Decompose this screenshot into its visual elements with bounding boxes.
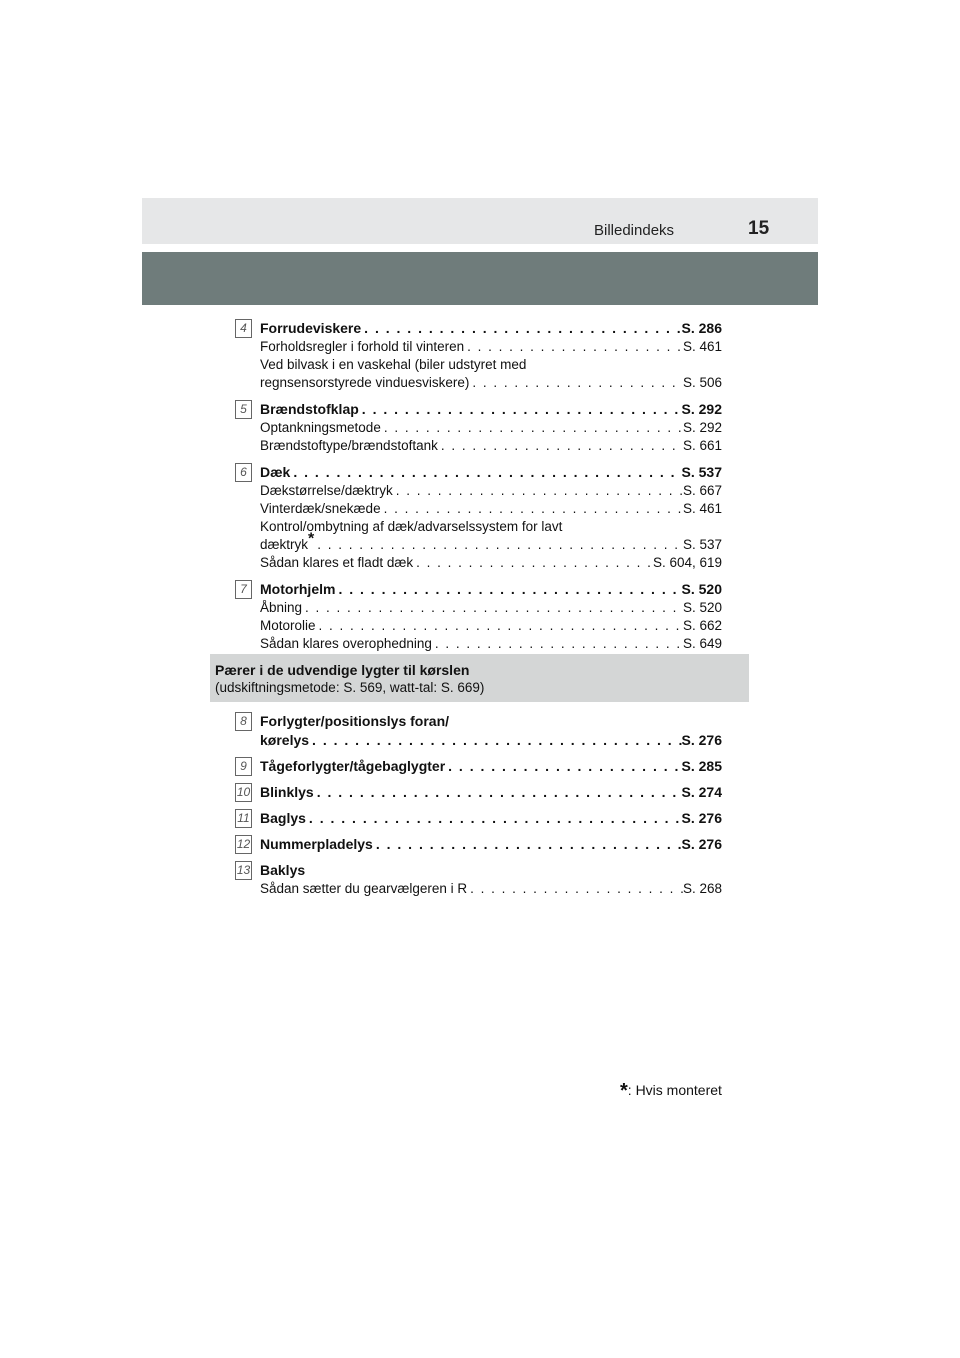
info-box — [210, 654, 749, 702]
index-entry-license-plate-lights — [210, 835, 750, 854]
sub-line[interactable]: Vinterdæk/snekæde . . . S. 461 — [260, 500, 722, 518]
main-line-text: Baklys — [260, 862, 306, 878]
page-ref: S. 649 — [682, 636, 722, 651]
item-number-badge: 8 — [235, 712, 252, 731]
index-entry-tail-lights — [210, 809, 750, 828]
page-ref: S. 276 — [681, 836, 722, 852]
index-entry-backup-lights — [210, 861, 750, 898]
asterisk-mark: * — [620, 1080, 628, 1102]
main-line[interactable]: kørelys . . . S. 276 — [260, 731, 722, 750]
header-band — [142, 252, 818, 305]
item-number-badge: 5 — [235, 400, 252, 419]
sub-line[interactable]: Brændstoftype/brændstoftank . . . S. 661 — [260, 437, 722, 455]
page-ref: S. 286 — [681, 320, 722, 336]
sub-line[interactable]: Sådan klares overophedning . . . S. 649 — [260, 635, 722, 653]
main-line[interactable]: Baglys . . . S. 276 — [260, 809, 722, 828]
lights-section-body — [210, 712, 750, 906]
header-bar — [142, 198, 818, 244]
item-number-badge: 6 — [235, 463, 252, 482]
header-title: Billedindeks — [594, 222, 675, 239]
main-line[interactable]: Dæk . . . S. 537 — [260, 463, 722, 482]
index-entry-tires — [210, 463, 750, 572]
sub-line[interactable]: regnsensorstyrede vinduesviskere) . . . S. 506 — [260, 374, 722, 392]
page-ref: S. 604, 619 — [652, 555, 722, 570]
page-ref: S. 662 — [682, 618, 722, 633]
sub-line[interactable]: Dækstørrelse/dæktryk . . . S. 667 — [260, 482, 722, 500]
info-box-title: Pærer i de udvendige lygter til kørslen — [215, 662, 470, 678]
sub-line-text: Ved bilvask i en vaskehal (biler udstyret med — [260, 357, 527, 372]
main-line[interactable]: Tågeforlygter/tågebaglygter . . . S. 285 — [260, 757, 722, 776]
sub-line[interactable]: Motorolie . . . S. 662 — [260, 617, 722, 635]
page-ref: S. 292 — [681, 401, 722, 417]
page-ref: S. 461 — [682, 339, 722, 354]
sub-line[interactable]: dæktryk* . . . S. 537 — [260, 536, 722, 554]
sub-line[interactable]: Sådan klares et fladt dæk . . . S. 604, 619 — [260, 554, 722, 572]
main-line-text: Forlygter/positionslys foran/ — [260, 713, 450, 729]
page-ref: S. 274 — [681, 784, 722, 800]
item-number-badge: 12 — [235, 835, 252, 854]
page-ref: S. 292 — [682, 420, 722, 435]
page-ref: S. 285 — [681, 758, 722, 774]
page-ref: S. 667 — [682, 483, 722, 498]
item-number-badge: 4 — [235, 319, 252, 338]
asterisk-mark: * — [308, 530, 315, 548]
index-entry-hood — [210, 580, 750, 653]
page-ref: S. 506 — [682, 375, 722, 390]
main-line[interactable]: Motorhjelm . . . S. 520 — [260, 580, 722, 599]
page-ref: S. 268 — [682, 881, 722, 896]
item-number-badge: 10 — [235, 783, 252, 802]
index-entry-headlights — [210, 712, 750, 750]
main-line[interactable]: Blinklys . . . S. 274 — [260, 783, 722, 802]
page-ref: S. 537 — [682, 537, 722, 552]
item-number-badge: 11 — [235, 809, 252, 828]
footnote — [620, 1080, 722, 1103]
sub-line[interactable]: Sådan sætter du gearvælgeren i R . . . S. 268 — [260, 880, 722, 898]
page-ref: S. 520 — [681, 581, 722, 597]
main-line[interactable]: Nummerpladelys . . . S. 276 — [260, 835, 722, 854]
page-ref: S. 537 — [681, 464, 722, 480]
info-box-subtitle: (udskiftningsmetode: S. 569, watt-tal: S. 669) — [215, 680, 485, 695]
index-entry-fuel-door — [210, 400, 750, 455]
sub-line[interactable]: Optankningsmetode . . . S. 292 — [260, 419, 722, 437]
page-ref: S. 461 — [682, 501, 722, 516]
index-entry-turn-signals — [210, 783, 750, 802]
sub-line[interactable]: Forholdsregler i forhold til vinteren . . . S. 461 — [260, 338, 722, 356]
item-number-badge: 13 — [235, 861, 252, 880]
item-number-badge: 7 — [235, 580, 252, 599]
sub-line[interactable]: Åbning . . . S. 520 — [260, 599, 722, 617]
index-entry-fog-lights — [210, 757, 750, 776]
sub-line-text: Kontrol/ombytning af dæk/advarselssystem for lavt — [260, 519, 563, 534]
index-section-body — [210, 319, 750, 661]
page-number: 15 — [748, 218, 770, 239]
main-line[interactable]: Brændstofklap . . . S. 292 — [260, 400, 722, 419]
page-ref: S. 520 — [682, 600, 722, 615]
item-number-badge: 9 — [235, 757, 252, 776]
footnote-text: : Hvis monteret — [627, 1082, 722, 1098]
main-line[interactable]: Forrudeviskere . . . S. 286 — [260, 319, 722, 338]
page-ref: S. 661 — [682, 438, 722, 453]
index-entry-windshield-wipers — [210, 319, 750, 392]
page-ref: S. 276 — [681, 810, 722, 826]
page-ref: S. 276 — [681, 732, 722, 748]
